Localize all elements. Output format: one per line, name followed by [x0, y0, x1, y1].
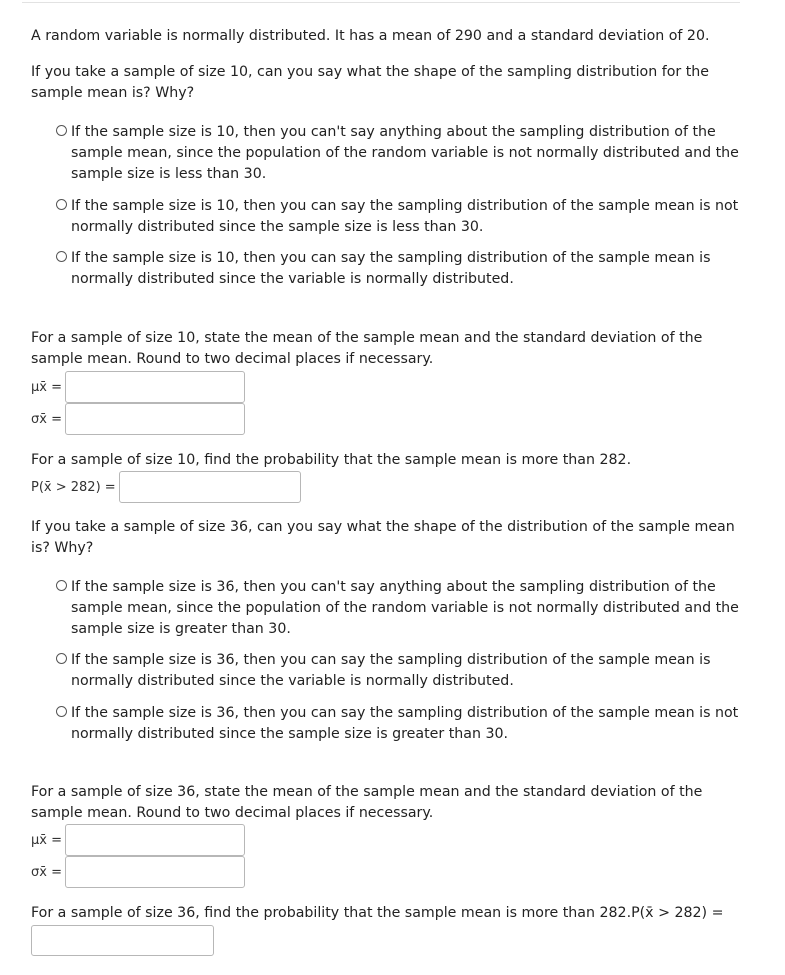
option-10-c[interactable] — [56, 248, 741, 290]
mu-label-36: μx̄ = — [31, 832, 62, 848]
prob-row-36 — [31, 924, 214, 956]
option-10-b[interactable] — [56, 196, 741, 238]
radio-36-c[interactable] — [56, 706, 67, 717]
option-10-b-label: If the sample size is 10, then you can say the sampling distribution of the sample mean is not normally distributed since the sample size is less than 30. — [71, 198, 739, 235]
option-36-c[interactable] — [56, 703, 741, 745]
radio-10-a[interactable] — [56, 125, 67, 136]
sigma-input-10[interactable] — [65, 403, 245, 435]
sigma-row-10 — [31, 403, 245, 435]
mu-input-36[interactable] — [65, 824, 245, 856]
shape-question-36: If you take a sample of size 36, can you say what the shape of the distribution of the sample mean is? Why? — [31, 519, 735, 556]
option-36-a-label: If the sample size is 36, then you can't say anything about the sampling distribution of the sample mean, since the population of the random variable is not normally distributed and the sample size is greater than 30. — [71, 579, 739, 637]
probability-question-36: For a sample of size 36, find the probability that the sample mean is more than 282.P(x̄ > 282) = — [31, 905, 724, 921]
mu-row-10 — [31, 371, 245, 403]
radio-10-c[interactable] — [56, 251, 67, 262]
sigma-label-36: σx̄ = — [31, 864, 62, 880]
sigma-input-36[interactable] — [65, 856, 245, 888]
option-10-a[interactable] — [56, 122, 741, 185]
sigma-row-36 — [31, 856, 245, 888]
option-36-c-label: If the sample size is 36, then you can say the sampling distribution of the sample mean is not normally distributed since the sample size is greater than 30. — [71, 705, 739, 742]
option-36-b-label: If the sample size is 36, then you can say the sampling distribution of the sample mean is normally distributed since the variable is normally distributed. — [71, 652, 711, 689]
option-10-c-label: If the sample size is 10, then you can say the sampling distribution of the sample mean is normally distributed since the variable is normally distributed. — [71, 250, 711, 287]
radio-36-a[interactable] — [56, 580, 67, 591]
radio-10-b[interactable] — [56, 199, 67, 210]
prob-label-10: P(x̄ > 282) = — [31, 479, 116, 495]
prob-input-10[interactable] — [119, 471, 301, 503]
prob-input-36[interactable] — [31, 925, 214, 956]
mu-input-10[interactable] — [65, 371, 245, 403]
option-36-a[interactable] — [56, 577, 741, 640]
mu-row-36 — [31, 824, 245, 856]
option-10-a-label: If the sample size is 10, then you can't say anything about the sampling distribution of the sample mean, since the population of the random variable is not normally distributed and the sample size is less than 30. — [71, 124, 739, 182]
top-divider — [22, 2, 740, 3]
shape-question-10: If you take a sample of size 10, can you say what the shape of the sampling distribution for the sample mean is? Why? — [31, 64, 710, 101]
sigma-label-10: σx̄ = — [31, 411, 62, 427]
mean-sd-question-10: For a sample of size 10, state the mean of the sample mean and the standard deviation of the sample mean. Round to two decimal places if necessary. — [31, 330, 703, 367]
problem-intro: A random variable is normally distributed. It has a mean of 290 and a standard deviation of 20. — [31, 28, 710, 44]
mean-sd-question-36: For a sample of size 36, state the mean of the sample mean and the standard deviation of the sample mean. Round to two decimal places if necessary. — [31, 784, 703, 821]
radio-36-b[interactable] — [56, 653, 67, 664]
prob-row-10 — [31, 471, 301, 503]
mu-label-10: μx̄ = — [31, 379, 62, 395]
probability-question-10: For a sample of size 10, find the probability that the sample mean is more than 282. — [31, 452, 632, 468]
option-36-b[interactable] — [56, 650, 741, 692]
